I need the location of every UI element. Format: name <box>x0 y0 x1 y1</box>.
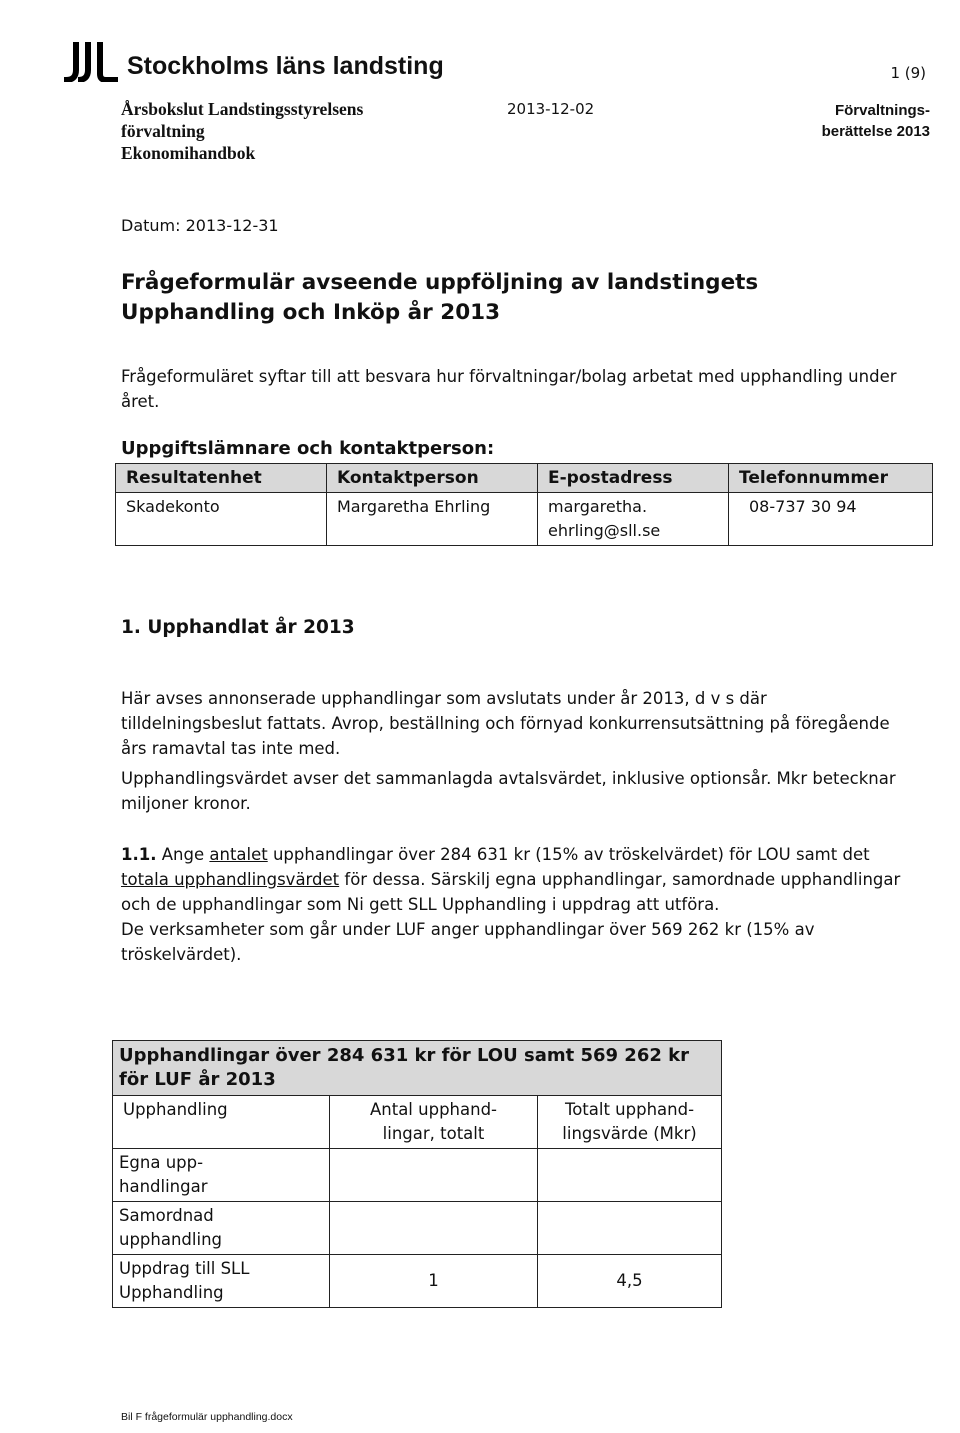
underlined-text: antalet <box>209 845 268 864</box>
column-header: E-postadress <box>538 464 729 493</box>
sll-logo-icon <box>62 40 118 82</box>
paragraph <box>121 842 911 967</box>
header-line: Förvaltnings- <box>834 102 930 119</box>
contact-table <box>115 463 933 546</box>
column-header: Kontaktperson <box>327 464 538 493</box>
underlined-text: totala upphandlingsvärdet <box>121 870 340 889</box>
page-title <box>121 268 921 328</box>
column-header: Telefonnummer <box>729 464 933 493</box>
text: Ange <box>156 845 210 864</box>
contact-heading: Uppgiftslämnare och kontaktperson: <box>121 438 495 459</box>
header-line: Ekonomihandbok <box>121 143 256 163</box>
paragraph: Här avses annonserade upphandlingar som avslutats under år 2013, d v s där tilldelningsbeslut fattats. Avrop, beställning och förnyad konkurrensutsättning på föregående års ramavtal tas inte med. <box>121 689 890 758</box>
table-cell: Skadekonto <box>116 493 327 546</box>
row-label: Uppdrag till SLL Upphandling <box>113 1255 330 1308</box>
table-row <box>113 1202 722 1255</box>
header-date: 2013-12-02 <box>507 100 595 118</box>
table-cell <box>330 1149 538 1202</box>
text: upphandlingar över 284 631 kr (15% av tröskelvärdet) för LOU samt det <box>267 845 870 864</box>
table-title: Upphandlingar över 284 631 kr för LOU samt 569 262 kr för LUF år 2013 <box>113 1041 722 1096</box>
table-cell <box>538 1202 722 1255</box>
header-line: berättelse 2013 <box>821 123 930 140</box>
header-line: förvaltning <box>121 121 205 141</box>
table-title-row <box>113 1041 722 1096</box>
table-cell <box>538 1149 722 1202</box>
intro-paragraph: Frågeformuläret syftar till att besvara hur förvaltningar/bolag arbetat med upphandling under året. <box>121 367 897 411</box>
row-label: Samordnad upphandling <box>113 1202 330 1255</box>
header-line: Årsbokslut Landstingsstyrelsens <box>121 99 364 119</box>
row-label: Egna upp- handlingar <box>113 1149 330 1202</box>
table-cell: Margaretha Ehrling <box>327 493 538 546</box>
title-line: Frågeformulär avseende uppföljning av landstingets <box>121 270 759 295</box>
title-line: Upphandling och Inköp år 2013 <box>121 300 501 325</box>
procurement-table <box>112 1040 722 1308</box>
column-header: Resultatenhet <box>116 464 327 493</box>
column-header: Upphandling <box>113 1096 330 1149</box>
table-row <box>113 1255 722 1308</box>
text: för dessa. Särskilj egna upphandlingar, samordnade upphandlingar och de upphandlingar som Ni gett SLL Upphandling i uppdrag att utföra. <box>121 870 901 914</box>
header-document-info <box>121 98 363 164</box>
section-heading: 1. Upphandlat år 2013 <box>121 617 355 638</box>
page-number: 1 (9) <box>890 64 926 82</box>
table-header-row <box>113 1096 722 1149</box>
datum: Datum: 2013-12-31 <box>121 216 279 235</box>
header-section <box>822 100 930 142</box>
organization-name: Stockholms läns landsting <box>127 52 444 80</box>
table-row <box>116 493 933 546</box>
table-cell: 08-737 30 94 <box>729 493 933 546</box>
paragraph: Upphandlingsvärdet avser det sammanlagda avtalsvärdet, inklusive optionsår. Mkr betecknar miljoner kronor. <box>121 769 896 813</box>
table-cell: margaretha. ehrling@sll.se <box>538 493 729 546</box>
column-header: Totalt upphand- lingsvärde (Mkr) <box>538 1096 722 1149</box>
table-row <box>113 1149 722 1202</box>
text: De verksamheter som går under LUF anger upphandlingar över 569 262 kr (15% av tröskelvärdet). <box>121 920 815 964</box>
footer-filename: Bil F frågeformulär upphandling.docx <box>121 1411 293 1423</box>
table-cell: 1 <box>330 1255 538 1308</box>
table-cell: 4,5 <box>538 1255 722 1308</box>
table-cell <box>330 1202 538 1255</box>
item-number: 1.1. <box>121 845 157 864</box>
table-header-row <box>116 464 933 493</box>
column-header: Antal upphand- lingar, totalt <box>330 1096 538 1149</box>
